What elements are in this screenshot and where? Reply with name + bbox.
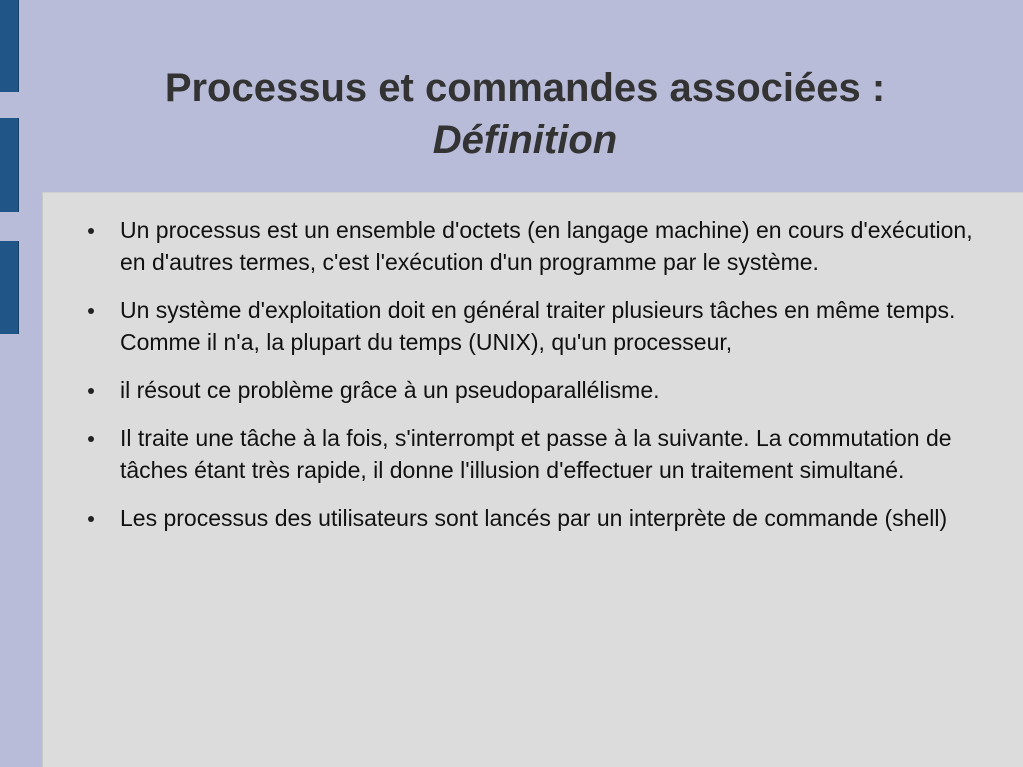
bullet-dot-icon (88, 436, 94, 442)
bullet-dot-icon (88, 516, 94, 522)
bullet-dot-icon (88, 308, 94, 314)
bullet-item (43, 214, 983, 278)
bullet-text: il résout ce problème grâce à un pseudoparallélisme. (120, 377, 660, 403)
slide-title (60, 62, 990, 166)
content-panel (42, 192, 1023, 767)
bullet-list (43, 214, 983, 550)
bullet-dot-icon (88, 388, 94, 394)
left-accent-bar-top (0, 0, 19, 92)
bullet-dot-icon (88, 228, 94, 234)
left-accent-bar-bottom (0, 241, 19, 334)
bullet-text: Un système d'exploitation doit en général traiter plusieurs tâches en même temps. Comme il n'a, la plupart du temps (UNIX), qu'un processeur, (120, 297, 956, 355)
bullet-text: Les processus des utilisateurs sont lancés par un interprète de commande (shell) (120, 505, 948, 531)
slide-title-main: Processus et commandes associées : (164, 66, 886, 110)
left-accent-bar-middle (0, 118, 19, 212)
bullet-item (43, 294, 983, 358)
bullet-item (43, 502, 983, 534)
bullet-text: Il traite une tâche à la fois, s'interrompt et passe à la suivante. La commutation de tâches étant très rapide, il donne l'illusion d'effectuer un traitement simultané. (120, 425, 952, 483)
bullet-item (43, 374, 983, 406)
slide-title-subtitle: Définition (432, 118, 618, 162)
bullet-item (43, 422, 983, 486)
bullet-text: Un processus est un ensemble d'octets (en langage machine) en cours d'exécution, en d'autres termes, c'est l'exécution d'un programme par le système. (120, 217, 973, 275)
